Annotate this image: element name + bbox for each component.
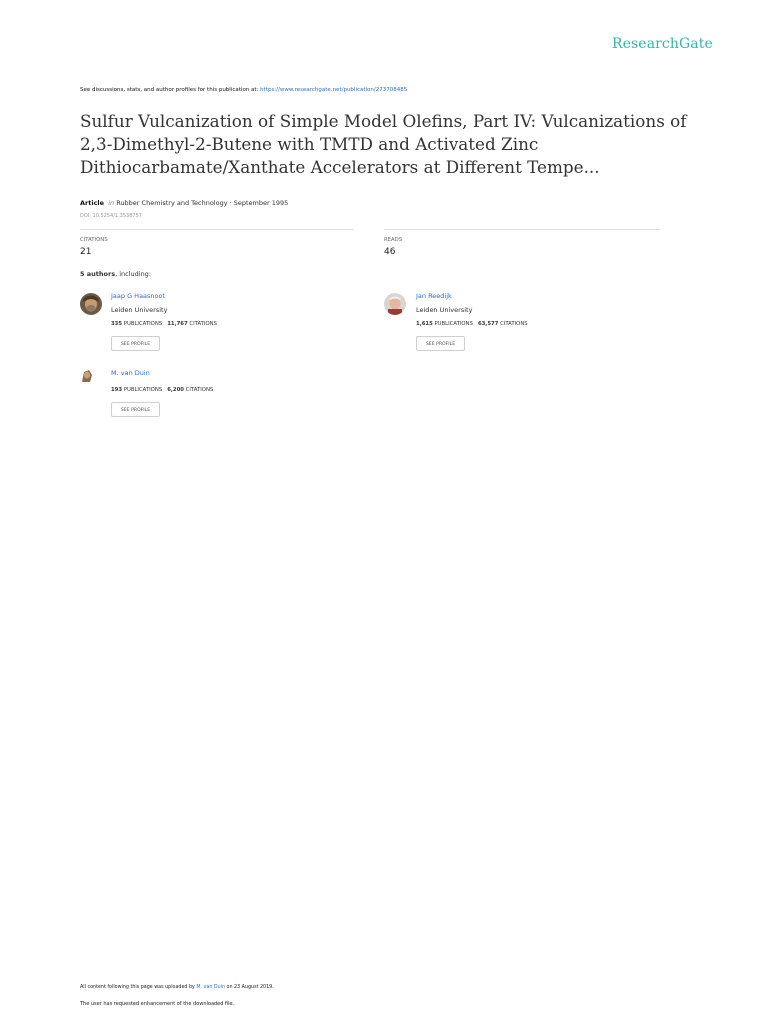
reads-divider — [384, 229, 660, 230]
journal-date: Rubber Chemistry and Technology · September 1995 — [114, 199, 289, 207]
discussion-text: See discussions, stats, and author profiles for this publication at: — [80, 87, 261, 93]
citations-label: CITATIONS — [80, 237, 108, 243]
see-profile-button[interactable]: SEE PROFILE — [111, 336, 160, 351]
avatar[interactable] — [80, 368, 93, 382]
author-name-link[interactable]: Jaap G Haasnoot — [111, 292, 166, 300]
author-photo-icon — [80, 369, 93, 382]
citations-count: 11,767 — [167, 321, 188, 327]
publication-type: Article — [80, 199, 105, 207]
citations-label: CITATIONS — [187, 321, 217, 327]
publications-label: PUBLICATIONS — [122, 387, 163, 393]
upload-prefix: All content following this page was uploaded by — [80, 985, 197, 990]
reads-value: 46 — [384, 247, 396, 257]
author-stats — [111, 321, 217, 327]
publication-link[interactable]: https://www.researchgate.net/publication/273708485 — [260, 87, 408, 93]
author-stats — [111, 387, 213, 393]
discussion-line — [80, 87, 407, 93]
author-institution: Leiden University — [416, 306, 473, 314]
publication-meta — [80, 199, 288, 207]
publications-label: PUBLICATIONS — [432, 321, 473, 327]
author-photo-icon — [80, 293, 102, 315]
avatar[interactable] — [80, 293, 102, 315]
author-photo-icon — [384, 293, 406, 315]
author-institution: Leiden University — [111, 306, 168, 314]
uploader-link[interactable]: M. van Duin — [196, 985, 226, 990]
see-profile-button[interactable]: SEE PROFILE — [111, 402, 160, 417]
avatar[interactable] — [384, 293, 406, 315]
author-name-link[interactable]: M. van Duin — [111, 369, 150, 377]
citations-divider — [80, 229, 354, 230]
upload-note — [80, 985, 274, 990]
reads-label: READS — [384, 237, 403, 243]
authors-count: 5 authors — [80, 270, 116, 278]
doi: DOI: 10.5254/1.3538757 — [80, 213, 142, 219]
researchgate-logo[interactable]: ResearchGate — [612, 36, 713, 52]
authors-heading — [80, 270, 151, 278]
publications-label: PUBLICATIONS — [122, 321, 163, 327]
citations-label: CITATIONS — [184, 387, 214, 393]
publications-count: 1,615 — [416, 321, 433, 327]
see-profile-button[interactable]: SEE PROFILE — [416, 336, 465, 351]
publication-title: Sulfur Vulcanization of Simple Model Olefins, Part IV: Vulcanizations of 2,3-Dimethyl-2-Butene with TMTD and Activated Zinc Dithiocarbamate/Xanthate Accelerators at Different Tempe... — [80, 111, 687, 177]
enhancement-note: The user has requested enhancement of the downloaded file. — [80, 1001, 235, 1007]
citations-value: 21 — [80, 247, 92, 257]
citations-count: 63,577 — [477, 321, 499, 327]
in-label: in — [108, 199, 115, 207]
author-stats — [416, 321, 528, 327]
citations-count: 6,200 — [167, 387, 184, 393]
upload-suffix: on 23 August 2019. — [225, 985, 274, 990]
citations-label: CITATIONS — [498, 321, 528, 327]
author-name-link[interactable]: Jan Reedijk — [416, 292, 452, 300]
publications-count: 193 — [111, 387, 123, 393]
publications-count: 335 — [111, 321, 123, 327]
authors-suffix: , including: — [115, 270, 152, 278]
